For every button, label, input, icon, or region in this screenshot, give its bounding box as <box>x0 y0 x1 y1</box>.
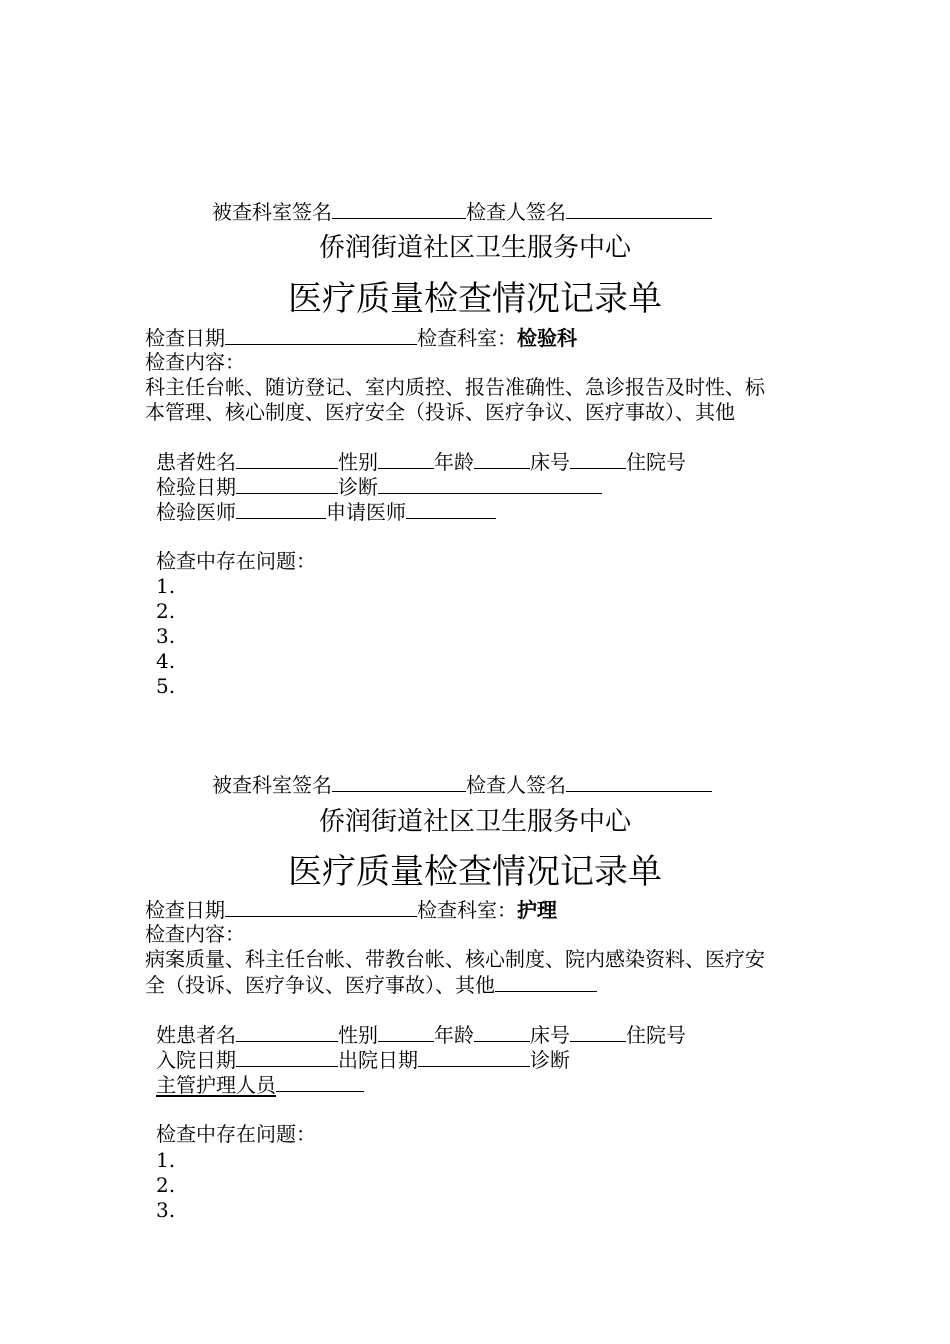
dept-label: 检查科室： <box>417 326 517 350</box>
patient-name-label: 患者姓名 <box>156 450 236 474</box>
test-date-blank[interactable] <box>236 473 338 494</box>
age-label: 年龄 <box>434 1023 474 1047</box>
signature-line <box>212 198 712 225</box>
bed-label: 床号 <box>530 1023 570 1047</box>
date-blank[interactable] <box>225 896 417 917</box>
inspector-sign-label: 检查人签名 <box>466 773 566 797</box>
date-dept-line <box>145 324 577 351</box>
date-blank[interactable] <box>225 324 417 345</box>
patient-name-blank[interactable] <box>236 448 338 469</box>
admission-no-label: 住院号 <box>626 450 686 474</box>
problem-item: 1. <box>156 574 176 598</box>
gender-label: 性别 <box>338 1023 378 1047</box>
org-name: 侨润街道社区卫生服务中心 <box>318 807 631 837</box>
diagnosis-label: 诊断 <box>530 1048 570 1072</box>
gender-label: 性别 <box>338 450 378 474</box>
age-blank[interactable] <box>474 1021 530 1042</box>
content-label: 检查内容： <box>145 922 245 946</box>
inspector-sign-blank[interactable] <box>566 198 712 219</box>
date-label: 检查日期 <box>145 326 225 350</box>
discharge-date-blank[interactable] <box>418 1046 530 1067</box>
age-label: 年龄 <box>434 450 474 474</box>
problem-item: 4. <box>156 649 176 673</box>
form-title: 医疗质量检查情况记录单 <box>288 852 662 892</box>
patient-info-line <box>156 448 686 475</box>
content-label: 检查内容： <box>145 350 245 374</box>
content-text-line2-text: 全（投诉、医疗争议、医疗事故）、其他 <box>145 973 495 997</box>
dept-value: 检验科 <box>517 326 577 350</box>
patient-name-blank[interactable] <box>236 1021 338 1042</box>
gender-blank[interactable] <box>378 1021 434 1042</box>
content-text-line2: 本管理、核心制度、医疗安全（投诉、医疗争议、医疗事故）、其他 <box>145 400 735 424</box>
dept-sign-blank[interactable] <box>332 198 466 219</box>
dept-sign-label: 被查科室签名 <box>212 773 332 797</box>
bed-label: 床号 <box>530 450 570 474</box>
date-dept-line <box>145 896 557 923</box>
problem-item: 3. <box>156 1198 176 1222</box>
bed-blank[interactable] <box>570 1021 626 1042</box>
lab-doctor-blank[interactable] <box>236 498 326 519</box>
gender-blank[interactable] <box>378 448 434 469</box>
admit-date-blank[interactable] <box>236 1046 338 1067</box>
dept-sign-blank[interactable] <box>332 771 466 792</box>
test-date-line <box>156 473 602 500</box>
inspector-sign-label: 检查人签名 <box>466 200 566 224</box>
discharge-date-label: 出院日期 <box>338 1048 418 1072</box>
test-date-label: 检验日期 <box>156 475 236 499</box>
request-doctor-label: 申请医师 <box>326 500 406 524</box>
inspector-sign-blank[interactable] <box>566 771 712 792</box>
content-text-line1: 病案质量、科主任台帐、带教台帐、核心制度、院内感染资料、医疗安 <box>145 947 765 971</box>
problems-label: 检查中存在问题： <box>156 549 316 573</box>
bed-blank[interactable] <box>570 448 626 469</box>
dept-sign-label: 被查科室签名 <box>212 200 332 224</box>
admit-date-label: 入院日期 <box>156 1048 236 1072</box>
nurse-label: 主管护理人员 <box>156 1073 276 1097</box>
admission-no-label: 住院号 <box>626 1023 686 1047</box>
form-title: 医疗质量检查情况记录单 <box>288 279 662 319</box>
problem-item: 5. <box>156 674 176 698</box>
age-blank[interactable] <box>474 448 530 469</box>
diagnosis-blank[interactable] <box>378 473 602 494</box>
org-name: 侨润街道社区卫生服务中心 <box>318 233 631 263</box>
doctor-line <box>156 498 496 525</box>
patient-info-line <box>156 1021 686 1048</box>
nurse-line <box>156 1071 364 1098</box>
nurse-blank[interactable] <box>276 1071 364 1092</box>
date-label: 检查日期 <box>145 898 225 922</box>
lab-doctor-label: 检验医师 <box>156 500 236 524</box>
dept-label: 检查科室： <box>417 898 517 922</box>
patient-name-label: 姓患者名 <box>156 1023 236 1047</box>
other-blank[interactable] <box>495 971 597 992</box>
problems-label: 检查中存在问题： <box>156 1122 316 1146</box>
signature-line <box>212 771 712 798</box>
problem-item: 1. <box>156 1148 176 1172</box>
admit-discharge-line <box>156 1046 570 1073</box>
problem-item: 2. <box>156 1173 176 1197</box>
content-text-line1: 科主任台帐、随访登记、室内质控、报告准确性、急诊报告及时性、标 <box>145 375 765 399</box>
request-doctor-blank[interactable] <box>406 498 496 519</box>
problem-item: 2. <box>156 599 176 623</box>
content-text-line2 <box>145 971 597 998</box>
problem-item: 3. <box>156 624 176 648</box>
diagnosis-label: 诊断 <box>338 475 378 499</box>
dept-value: 护理 <box>517 898 557 922</box>
